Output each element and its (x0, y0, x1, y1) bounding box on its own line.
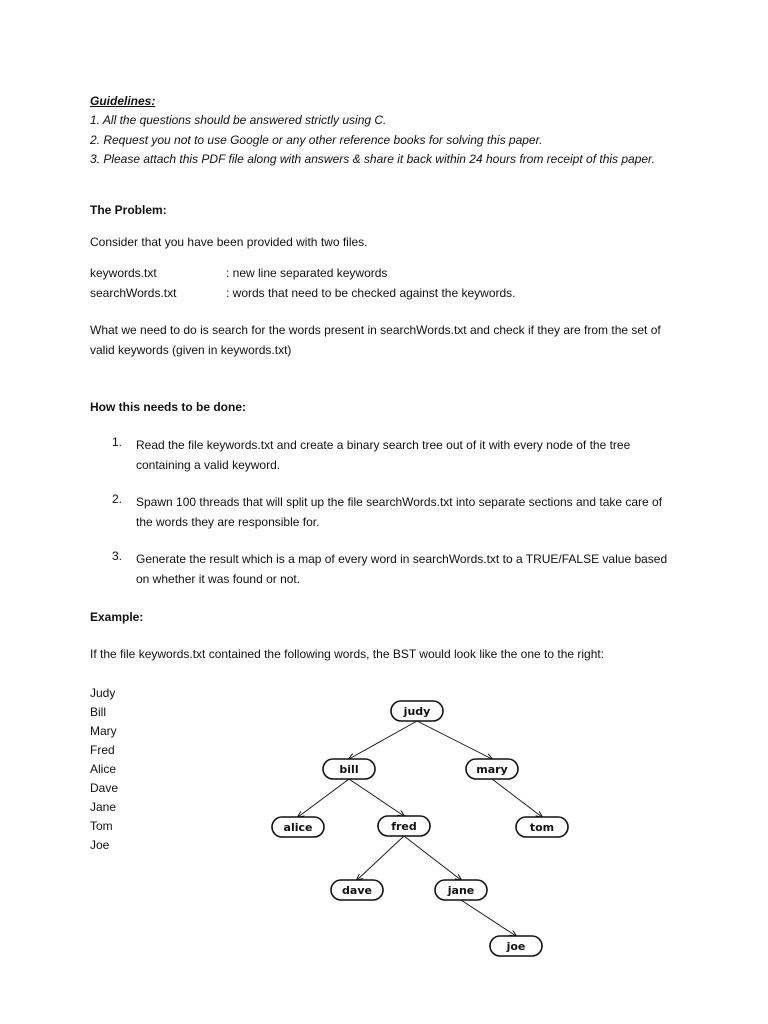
guideline-item-3: 3. Please attach this PDF file along with answers & share it back within 24 hours from receipt of this paper. (90, 152, 655, 166)
keyword-item: Mary (90, 724, 117, 738)
problem-heading: The Problem: (90, 203, 167, 217)
tree-node-dave (331, 880, 383, 900)
tree-node-fred (378, 816, 430, 836)
file-desc-searchwords: : words that need to be checked against the keywords. (226, 286, 516, 300)
problem-description: What we need to do is search for the words present in searchWords.txt and check if they are from the set of valid keywords (given in keywords.txt) (90, 323, 661, 357)
step-text-3: Generate the result which is a map of every word in searchWords.txt to a TRUE/FALSE value based on whether it was found or not. (136, 552, 668, 586)
keyword-item: Fred (90, 743, 115, 757)
step-number-2: 2. (112, 492, 123, 506)
tree-edge-fred-jane (404, 836, 461, 880)
bst-diagram (260, 690, 590, 965)
keyword-item: Alice (90, 762, 117, 776)
guideline-item-1: 1. All the questions should be answered strictly using C. (90, 113, 387, 127)
step-number-3: 3. (112, 549, 123, 563)
tree-node-label: jane (447, 884, 475, 897)
problem-intro: Consider that you have been provided with two files. (90, 235, 368, 249)
guideline-item-2: 2. Request you not to use Google or any other reference books for solving this paper. (90, 133, 543, 147)
tree-node-label: mary (476, 763, 508, 776)
tree-node-label: bill (339, 763, 359, 776)
tree-node-alice (272, 817, 324, 837)
step-number-1: 1. (112, 435, 123, 449)
tree-edge-jane-joe (461, 900, 516, 936)
tree-node-label: fred (391, 820, 417, 833)
tree-edge-judy-mary (417, 721, 492, 759)
tree-node-tom (516, 817, 568, 837)
file-desc-keywords: : new line separated keywords (226, 266, 388, 280)
tree-edge-mary-tom (492, 779, 542, 817)
keyword-item: Dave (90, 781, 119, 795)
example-heading: Example: (90, 610, 144, 624)
tree-node-bill (323, 759, 375, 779)
file-name-searchwords: searchWords.txt (90, 286, 177, 300)
keyword-item: Joe (90, 838, 110, 852)
tree-node-mary (466, 759, 518, 779)
tree-node-jane (435, 880, 487, 900)
tree-node-joe (490, 936, 542, 956)
tree-node-label: joe (506, 940, 526, 953)
tree-node-label: judy (403, 705, 431, 718)
how-heading: How this needs to be done: (90, 400, 247, 414)
tree-node-label: alice (283, 821, 313, 834)
tree-node-label: tom (529, 821, 555, 834)
tree-edge-judy-bill (349, 721, 417, 759)
keyword-item: Jane (90, 800, 117, 814)
step-text-2: Spawn 100 threads that will split up the file searchWords.txt into separate sections and take care of the words they are responsible for. (136, 495, 663, 529)
guidelines-title: Guidelines: (90, 94, 156, 108)
keyword-item: Tom (90, 819, 113, 833)
tree-edge-bill-fred (349, 779, 404, 816)
example-intro: If the file keywords.txt contained the following words, the BST would look like the one to the right: (90, 647, 605, 661)
file-name-keywords: keywords.txt (90, 266, 157, 280)
step-text-1: Read the file keywords.txt and create a binary search tree out of it with every node of the tree containing a valid keyword. (136, 438, 631, 472)
tree-edge-bill-alice (298, 779, 349, 817)
keyword-item: Judy (90, 686, 116, 700)
tree-edge-fred-dave (357, 836, 404, 880)
tree-node-label: dave (342, 884, 372, 897)
keyword-item: Bill (90, 705, 107, 719)
tree-node-judy (391, 701, 443, 721)
